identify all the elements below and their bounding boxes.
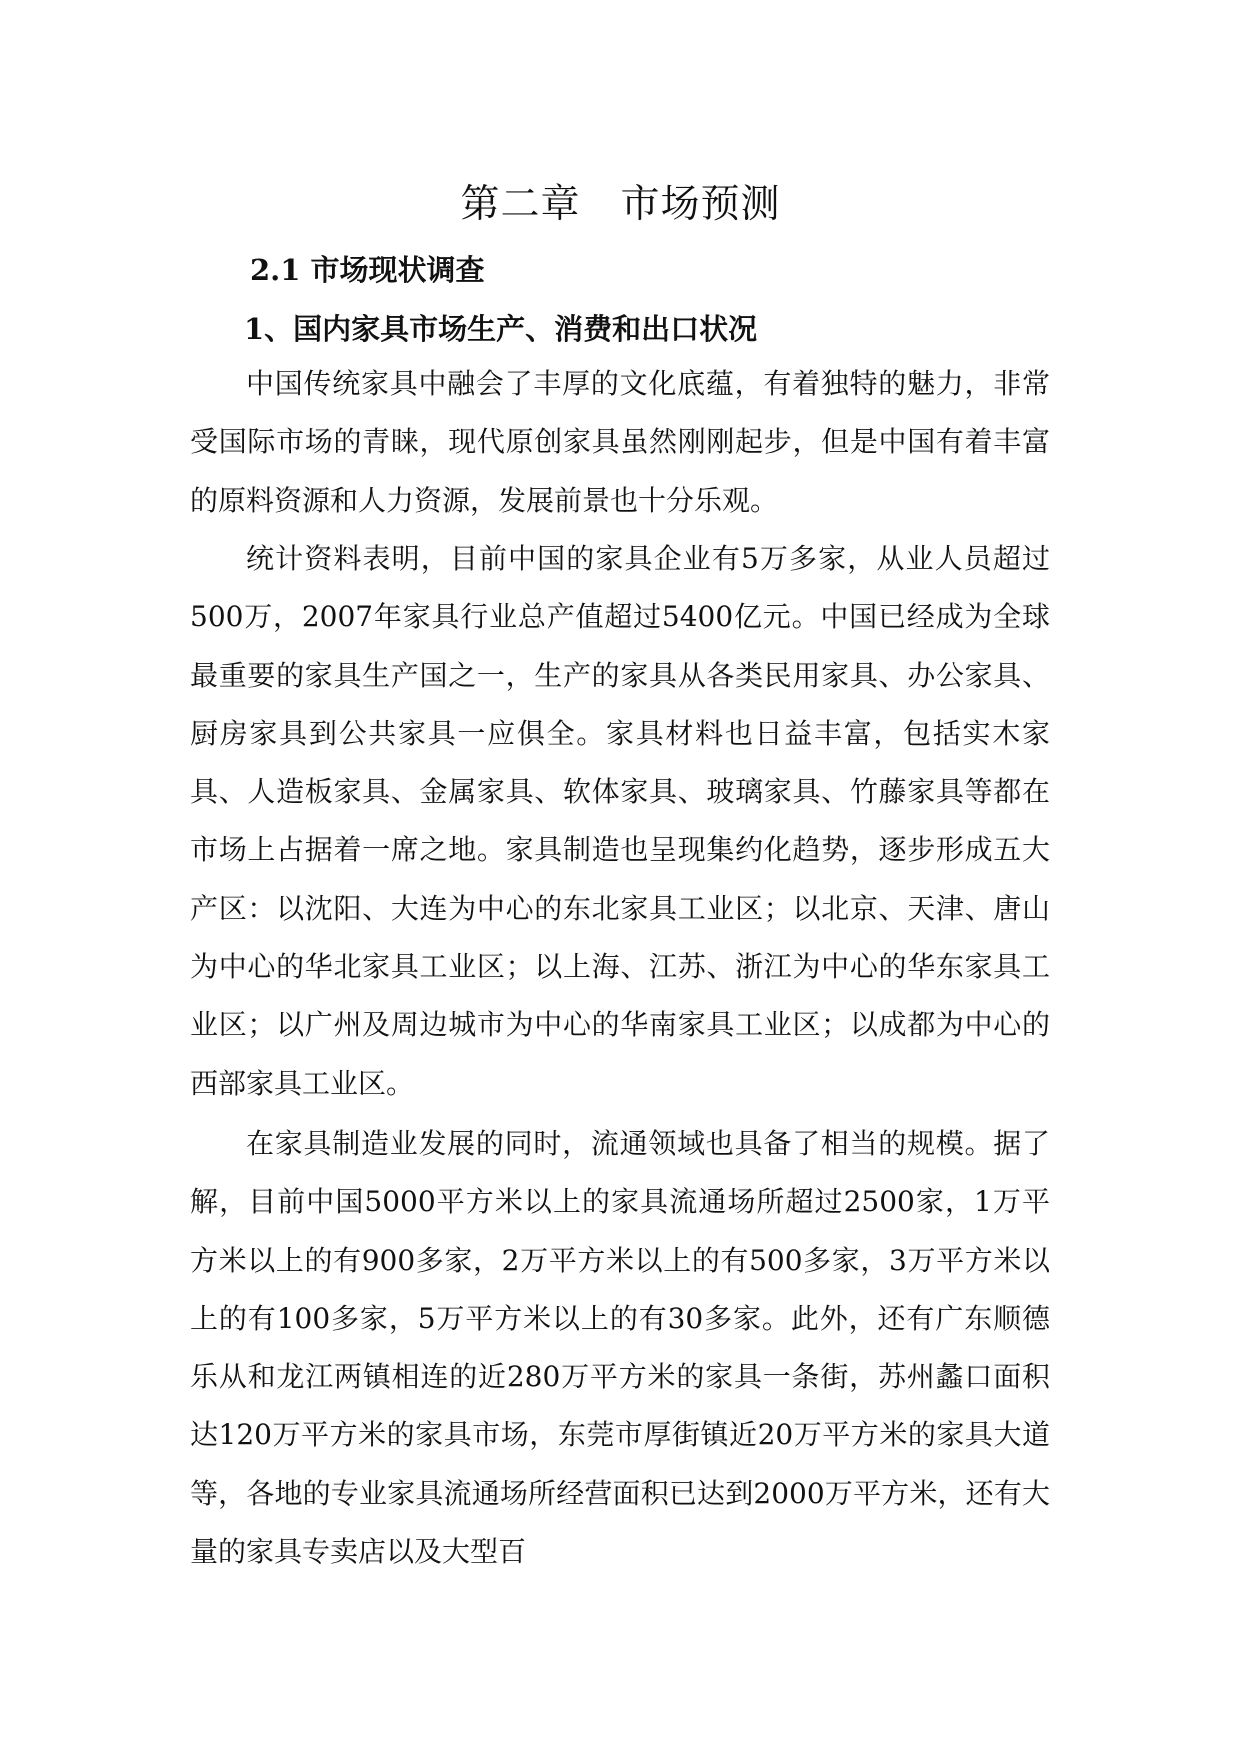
chapter-label: 第二章 — [460, 182, 581, 227]
body-paragraph-2: 统计资料表明，目前中国的家具企业有5万多家，从业人员超过500万，2007年家具行业总产值超过5400亿元。中国已经成为全球最重要的家具生产国之一，生产的家具从各类民用家具、办公家具、厨房家具到公共家具一应俱全。家具材料也日益丰富，包括实木家具、人造板家具、金属家具、软体家具、玻璃家具、竹藤家具等都在市场上占据着一席之地。家具制造也呈现集约化趋势，逐步形成五大产区：以沈阳、大连为中心的东北家具工业区；以北京、天津、唐山为中心的华北家具工业区；以上海、江苏、浙江为中心的华东家具工业区；以广州及周边城市为中心的华南家具工业区；以成都为中心的西部家具工业区。 — [190, 542, 1050, 1100]
body-paragraph-1: 中国传统家具中融会了丰厚的文化底蕴，有着独特的魅力，非常受国际市场的青睐，现代原创家具虽然刚刚起步，但是中国有着丰富的原料资源和人力资源，发展前景也十分乐观。 — [190, 367, 1050, 517]
subsection-heading: 1、国内家具市场生产、消费和出口状况 — [244, 312, 758, 346]
chapter-name: 市场预测 — [620, 182, 781, 227]
section-heading: 2.1 市场现状调查 — [250, 253, 485, 287]
chapter-title — [0, 175, 1241, 235]
body-paragraph-3: 在家具制造业发展的同时，流通领域也具备了相当的规模。据了解，目前中国5000平方米以上的家具流通场所超过2500家，1万平方米以上的有900多家，2万平方米以上的有500多家，3万平方米以上的有100多家，5万平方米以上的有30多家。此外，还有广东顺德乐从和龙江两镇相连的近280万平方米的家具一条街，苏州蠡口面积达120万平方米的家具市场，东莞市厚街镇近20万平方米的家具大道等，各地的专业家具流通场所经营面积已达到2000万平方米，还有大量的家具专卖店以及大型百 — [190, 1127, 1050, 1569]
